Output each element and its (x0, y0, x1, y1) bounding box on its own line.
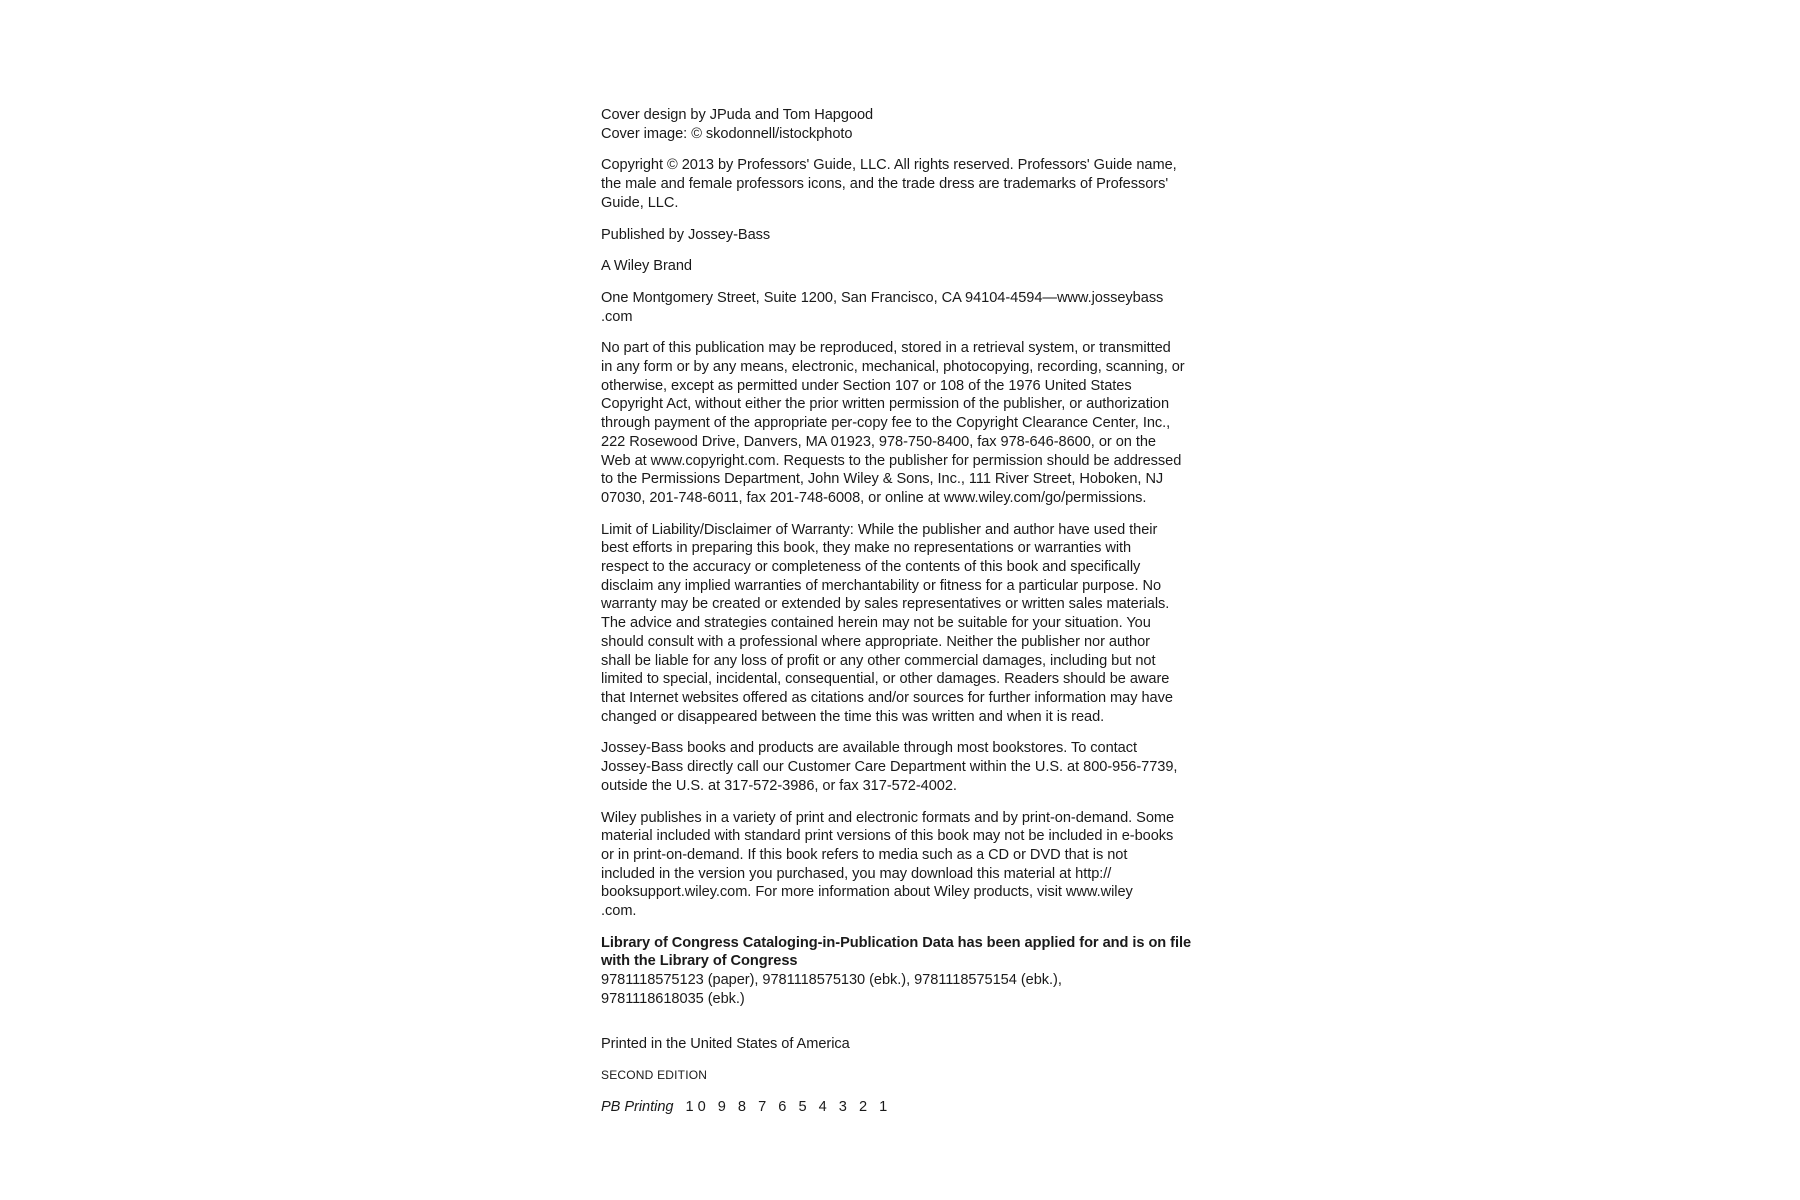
printing-numbers: 10 9 8 7 6 5 4 3 2 1 (685, 1098, 892, 1115)
printed-in: Printed in the United States of America (601, 1035, 850, 1052)
printing-line (601, 1098, 1211, 1117)
publisher-address: One Montgomery Street, Suite 1200, San Francisco, CA 94104-4594—www.josseybass .com (601, 289, 1164, 325)
copyright-notice: Copyright © 2013 by Professors' Guide, LLC. All rights reserved. Professors' Guide name, the male and female professors icons, and the trade dress are trademarks of Professors' Guide, LLC. (601, 157, 1177, 211)
publisher-brand: A Wiley Brand (601, 258, 693, 275)
disclaimer-paragraph: Limit of Liability/Disclaimer of Warranty: While the publisher and author have used their best efforts in preparing this book, they make no representations or warranties with respect to the accuracy or completeness of the contents of this book and specifically disclaim any implied warranties of merchantability or fitness for a particular purpose. No warranty may be created or extended by sales representatives or written sales materials. The advice and strategies contained herein may not be suitable for your situation. You should consult with a professional where appropriate. Neither the publisher nor author shall be liable for any loss of profit or any other commercial damages, including but not limited to special, incidental, consequential, or other damages. Readers should be aware that Internet websites offered as citations and/or sources for further information may have changed or disappeared between the time this was written and when it is read. (601, 521, 1173, 725)
permissions-paragraph: No part of this publication may be reproduced, stored in a retrieval system, or transmitted in any form or by any means, electronic, mechanical, photocopying, recording, scanning, or otherwise, except as permitted under Section 107 or 108 of the 1976 United States Copyright Act, without either the prior written permission of the publisher, or authorization through payment of the appropriate per-copy fee to the Copyright Clearance Center, Inc., 222 Rosewood Drive, Danvers, MA 01923, 978-750-8400, fax 978-646-8600, or on the Web at www.copyright.com. Requests to the publisher for permission should be addressed to the Permissions Department, John Wiley & Sons, Inc., 111 River Street, Hoboken, NJ 07030, 201-748-6011, fax 201-748-6008, or online at www.wiley.com/go/permissions. (601, 340, 1185, 506)
cip-isbns: 9781118575123 (paper), 9781118575130 (ebk.), 9781118575154 (ebk.), 9781118618035 (ebk.) (601, 972, 1062, 1007)
formats-paragraph: Wiley publishes in a variety of print and electronic formats and by print-on-demand. Some material included with standard print versions of this book may not be included in e-books or in print-on-demand. If this book refers to media such as a CD or DVD that is not included in the version you purchased, you may download this material at http:// booksupport.wiley.com. For more information about Wiley products, visit www.wiley .com. (601, 809, 1175, 920)
published-by: Published by Jossey-Bass (601, 226, 771, 243)
copyright-page (601, 106, 1211, 1117)
cover-design-credit: Cover design by JPuda and Tom Hapgood (601, 107, 874, 123)
availability-paragraph: Jossey-Bass books and products are available through most bookstores. To contact Jossey-Bass directly call our Customer Care Department within the U.S. at 800-956-7739, outside the U.S. at 317-572-3986, or fax 317-572-4002. (601, 740, 1178, 794)
printing-label: PB Printing (601, 1098, 674, 1115)
edition: SECOND EDITION (601, 1068, 708, 1083)
cover-image-credit: Cover image: © skodonnell/istockphoto (601, 125, 853, 142)
cip-heading: Library of Congress Cataloging-in-Publication Data has been applied for and is on file with the Library of Congress (601, 934, 1192, 970)
